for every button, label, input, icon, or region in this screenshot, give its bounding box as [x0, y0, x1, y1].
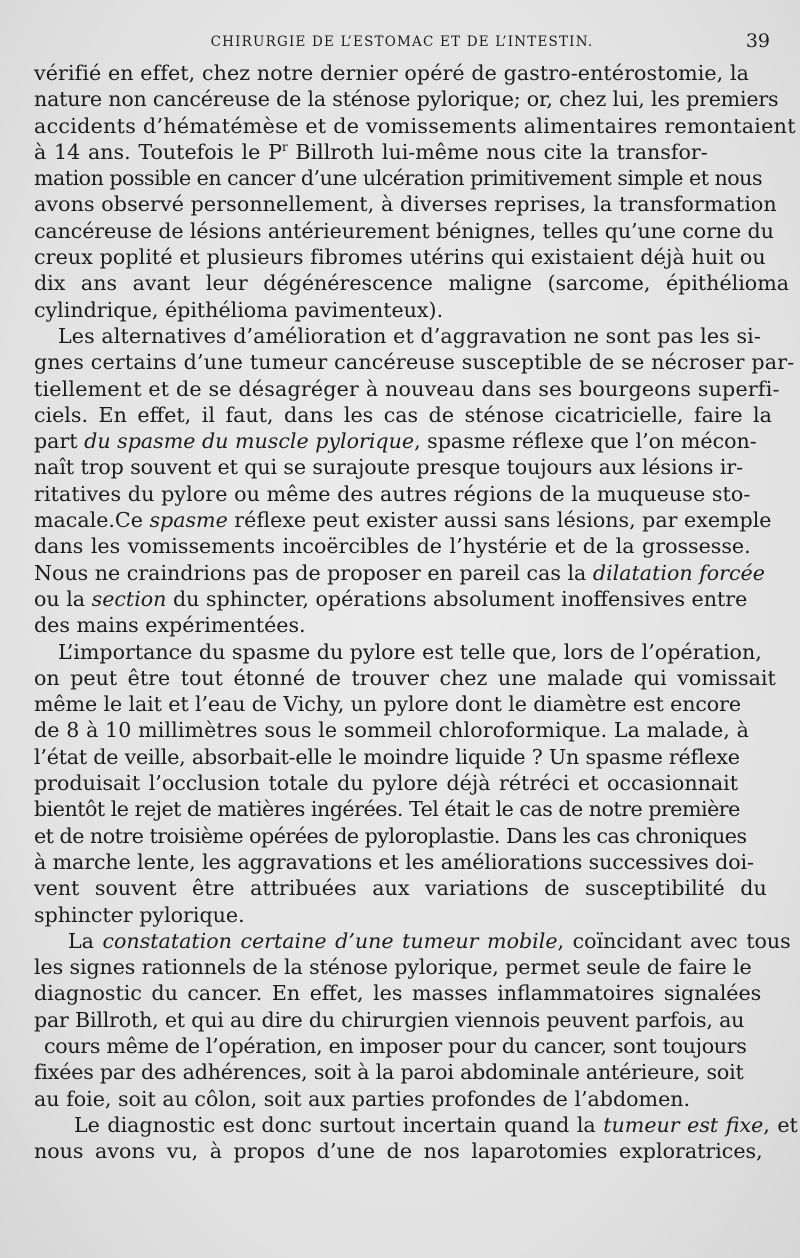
text-line: accidents d’hématémèse et de vomissements alimentaires remontaient — [34, 113, 796, 138]
text-line: creux poplité et plusieurs fibromes utérins qui existaient déjà huit ou — [34, 245, 766, 270]
text-run: à 14 ans. Toutefois le P — [34, 139, 282, 164]
text-run: , coïncidant avec tous — [557, 928, 791, 953]
paragraph-2 — [34, 323, 795, 639]
running-title: CHIRURGIE DE L’ESTOMAC ET DE L’INTESTIN. — [210, 34, 594, 50]
text-line — [34, 586, 768, 612]
text-line: nature non cancéreuse de la sténose pylorique; or, chez lui, les premiers — [34, 87, 779, 112]
italic-text: tumeur est fixe — [603, 1112, 764, 1137]
text-line: vent souvent être attribuées aux variations de susceptibilité du — [34, 876, 767, 901]
text-line: cylindrique, épithélioma pavimenteux). — [34, 297, 444, 322]
text-run: du sphincter, opérations absolument inoffensives entre — [166, 586, 748, 611]
text-line: dix ans avant leur dégénérescence maligne (sarcome, épithélioma — [34, 271, 790, 296]
text-line: produisait l’occlusion totale du pylore déjà rétréci et occasionnait — [34, 771, 739, 796]
superscript: r — [281, 140, 288, 155]
text-line: ciels. En effet, il faut, dans les cas de sténose cicatricielle, faire la — [34, 402, 772, 427]
text-line: L’importance du spasme du pylore est telle que, lors de l’opération, — [58, 639, 762, 664]
text-line: les signes rationnels de la sténose pylorique, permet seule de faire le — [34, 955, 752, 980]
text-line: avons observé personnellement, à diverses reprises, la transformation — [34, 192, 777, 217]
text-line: à marche lente, les aggravations et les améliorations successives doi- — [34, 849, 754, 874]
paragraph-3 — [34, 639, 776, 928]
text-line: ritatives du pylore ou même des autres régions de la muqueuse sto- — [34, 481, 751, 506]
text-line: vérifié en effet, chez notre dernier opéré de gastro-entérostomie, la — [34, 61, 750, 85]
text-line: l’état de veille, absorbait-elle le moindre liquide ? Un spasme réflexe — [34, 744, 740, 769]
text-line — [34, 1112, 798, 1138]
text-line — [34, 507, 772, 533]
text-run: Nous ne craindrions pas de proposer en pareil cas la — [34, 560, 593, 585]
text-line: cours même de l’opération, en imposer pour du cancer, sont toujours — [44, 1033, 747, 1058]
paragraph-1 — [34, 60, 796, 323]
text-run: Billroth lui-même nous cite la transfor- — [287, 139, 708, 164]
text-run: Le diagnostic est donc surtout incertain quand la — [74, 1112, 604, 1137]
text-line: on peut être tout étonné de trouver chez une malade qui vomissait — [34, 665, 776, 690]
italic-text: dilatation forcée — [592, 560, 765, 585]
italic-text: spasme — [149, 508, 228, 533]
text-line: des mains expérimentées. — [34, 613, 306, 638]
paragraph-4 — [34, 928, 791, 1112]
body-text — [34, 60, 798, 1164]
italic-text: constatation certaine d’une tumeur mobile — [102, 928, 558, 953]
italic-text: section — [91, 586, 167, 611]
page-number: 39 — [745, 30, 770, 52]
text-line — [34, 928, 791, 954]
text-run: macale.Ce — [34, 508, 150, 533]
text-run: part — [34, 429, 85, 454]
text-line: de 8 à 10 millimètres sous le sommeil chloroformique. La malade, à — [34, 718, 749, 743]
text-line — [34, 428, 768, 454]
paragraph-5 — [34, 1112, 798, 1165]
text-line: et de notre troisième opérées de pyloroplastie. Dans les cas chroniques — [34, 823, 747, 848]
text-line: bientôt le rejet de matières ingérées. Tel était le cas de notre première — [34, 797, 740, 822]
text-line — [34, 139, 768, 165]
text-run: réflexe peut exister aussi sans lésions, par exemple — [227, 508, 772, 533]
text-run: ou la — [34, 586, 92, 611]
text-line: au foie, soit au côlon, soit aux parties profondes de l’abdomen. — [34, 1086, 691, 1111]
italic-text: du spasme du muscle pylorique — [84, 429, 415, 454]
text-line: par Billroth, et qui au dire du chirurgien viennois peuvent parfois, au — [34, 1007, 745, 1032]
text-line: gnes certains d’une tumeur cancéreuse susceptible de se nécroser par- — [34, 350, 795, 375]
text-line: sphincter pylorique. — [34, 902, 245, 927]
text-run: La — [68, 928, 103, 953]
text-line: mation possible en cancer d’une ulcération primitivement simple et nous — [34, 166, 763, 191]
text-line: nous avons vu, à propos d’une de nos laparotomies exploratrices, — [34, 1139, 763, 1164]
running-head — [34, 30, 770, 56]
text-run: , spasme réflexe que l’on mécon- — [414, 429, 757, 454]
text-line: naît trop souvent et qui se surajoute presque toujours aux lésions ir- — [34, 455, 743, 480]
text-line: dans les vomissements incoërcibles de l’hystérie et de la grossesse. — [34, 534, 751, 559]
text-line: diagnostic du cancer. En effet, les masses inflammatoires signalées — [34, 981, 762, 1006]
text-run: , et — [763, 1112, 798, 1137]
text-line: Les alternatives d’amélioration et d’aggravation ne sont pas les si- — [58, 323, 761, 348]
text-line: cancéreuse de lésions antérieurement bénignes, telles qu’une corne du — [34, 218, 774, 243]
text-line — [34, 560, 768, 586]
text-line: même le lait et l’eau de Vichy, un pylore dont le diamètre est encore — [34, 692, 741, 717]
text-line: fixées par des adhérences, soit à la paroi abdominale antérieure, soit — [34, 1060, 744, 1085]
text-line: tiellement et de se désagréger à nouveau dans ses bourgeons superfi- — [34, 376, 780, 401]
